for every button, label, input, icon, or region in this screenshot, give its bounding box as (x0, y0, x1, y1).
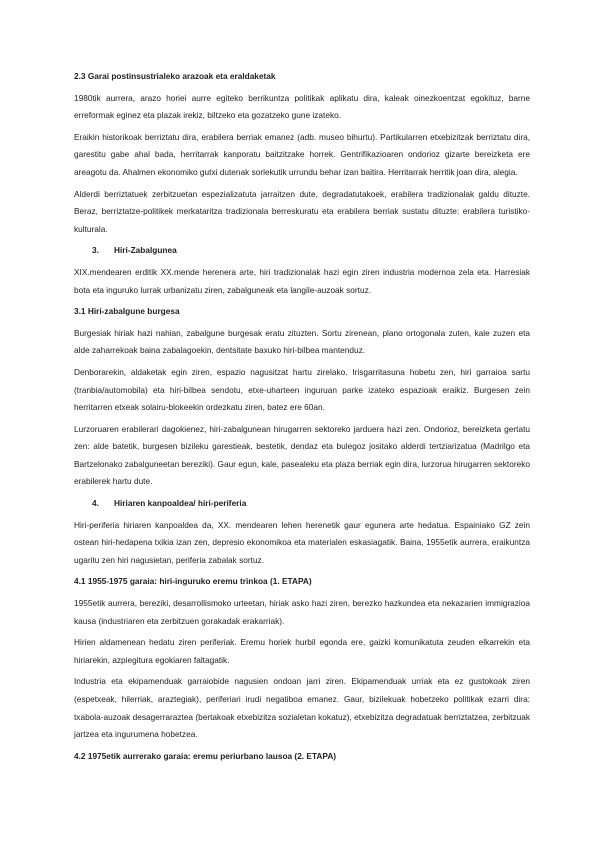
section-4-1-heading: 4.1 1955-1975 garaia: hiri-inguruko eremu trinkoa (1. ETAPA) (74, 576, 312, 587)
section-4-heading (74, 495, 530, 513)
section-4-title: Hiriaren kanpoaldea/ hiri-periferia (114, 498, 247, 509)
section-4-2-heading: 4.2 1975etik aurrerako garaia: eremu periurbano lausoa (2. ETAPA) (74, 750, 337, 761)
section-3-title: Hiri-Zabalgunea (114, 245, 177, 256)
section-4-1-paragraph-3: Industria eta ekipamenduak garraiobide nagusien ondoan jarri ziren. Ekipamenduak urriak eta ez gustokoak ziren (espetxeak, hilerriak, araztegiak), periferiari irudi negatiboa emanez. Gaur, bizilekuak hobetzeko politikak ezarri dira: txabola-auzoak desagerraraztea (bertakoak etxebizitza sozialetan kokatuz), etxebizitza degradatuak berriztatzea, zerbitzuak jartzea eta ingurumena hobetzea. (74, 676, 530, 740)
section-2-3-paragraph-2: Eraikin historikoak berriztatu dira, erabilera berriak emanez (adb. museo bihurtu). Partikularren etxebizitzak berriztatu dira, garestitu gabe ahal bada, herritarrak kanporatu baitzitzake horrek. Gentrifikazioaren ondorioz gizarte bereizketa ere areagotu da. Ahalmen ekonomiko gutxi dutenak sorlekutik urrundu behar izan baitira. Herritarrak herritik joan dira, alegia. (74, 131, 530, 177)
section-3-1-paragraph-3: Lurzoruaren erabilerari dagokienez, hiri-zabalgunean hirugarren sektoreko jarduera hazi zen. Ondorioz, bereizketa gertatu zen: alde batetik, burgesen bizileku garestieak, bestetik, dendaz eta bulegoz jositako alderdi tertziarizatua (Madrilgo eta Bartzelonako zabalguneetan bereziki). Gaur egun, kale, pasealeku eta plaza berriak egin dira, lurzorua hirugarren sektoreko erabilerek hartu dute. (74, 423, 530, 487)
section-4-1-paragraph-2: Hirien aldamenean hedatu ziren periferiak. Eremu horiek hurbil egonda ere, gaizki komunikatuta zeuden elkarrekin eta hiriarekin, azpiegitura egokiaren faltagatik. (74, 637, 530, 665)
section-3-1-paragraph-2: Denborarekin, aldaketak egin ziren, espazio nagusitzat hartu zirelako. Irisgarritasuna hobetu zen, hiri garraioa sartu (tranbia/automobila) eta hiri-bilbea sendotu, etxe-uharteen inguruan parke izateko espazioak eraikiz. Burgesen zein herritarren etxeak solairu-blokeekin ordezkatu ziren, batez ere 60an. (74, 366, 530, 413)
section-2-3-paragraph-3: Alderdi berriztatuek zerbitzuetan espezializatuta jarraitzen dute, degradatutakoek, erabilera tradizionalak galdu dituzte. Beraz, berriztatze-politikek merkataritza tradizionala berreskuratu eta erabilera berriak sustatu dituzte: erabilera turistiko-kulturala. (74, 188, 530, 234)
document-page (74, 68, 530, 769)
section-4-1-paragraph-1: 1955etik aurrera, bereziki, desarrollismoko urteetan, hiriak asko hazi ziren, berezko hazkundea eta nekazarien immigrazioa kausa (industriaren eta zerbitzuen gorakadak erakarriak). (74, 598, 530, 626)
section-4-paragraph-1: Hiri-periferia hiriaren kanpoaldea da, XX. mendearen lehen herenetik gaur egunera arte hedatua. Espainiako GZ zein ostean hiri-hedapena txikia izan zen, depresio ekonomikoa eta materialen eskasiagatik. Baina, 1955etik aurrera, eraikuntza ugaritu zen hiri nagusietan, periferia zabalak sortuz. (74, 519, 530, 565)
section-2-3-paragraph-1: 1980tik aurrera, arazo horiei aurre egiteko berrikuntza politikak aplikatu dira, kaleak oinezkoentzat egokituz, barne erreformak eginez eta plazak irekiz, biltzeko eta gozatzeko gune izateko. (74, 92, 530, 121)
section-3-1-heading: 3.1 Hiri-zabalgune burgesa (74, 306, 180, 317)
section-3-heading (74, 242, 530, 260)
section-3-paragraph-1: XIX.mendearen erditik XX.mende herenera arte, hiri tradizionalak hazi egin ziren industria modernoa zela eta. Harresiak bota eta inguruko lurrak urbanizatu ziren, zabalguneak eta langile-auzoak sortuz. (74, 266, 530, 295)
section-3-1-paragraph-1: Burgesiak hiriak hazi nahian, zabalgune burgesak eratu zituzten. Sortu zirenean, plano ortogonala zuten, kale zuzen eta alde zaharrekoak baina zabalagoekin, dentsitate baxuko hiri-bilbea mantenduz. (74, 327, 530, 356)
section-2-3-heading: 2.3 Garai postinsustrialeko arazoak eta eraldaketak (74, 71, 276, 81)
section-4-number: 4. (92, 498, 99, 509)
section-3-number: 3. (92, 245, 99, 256)
